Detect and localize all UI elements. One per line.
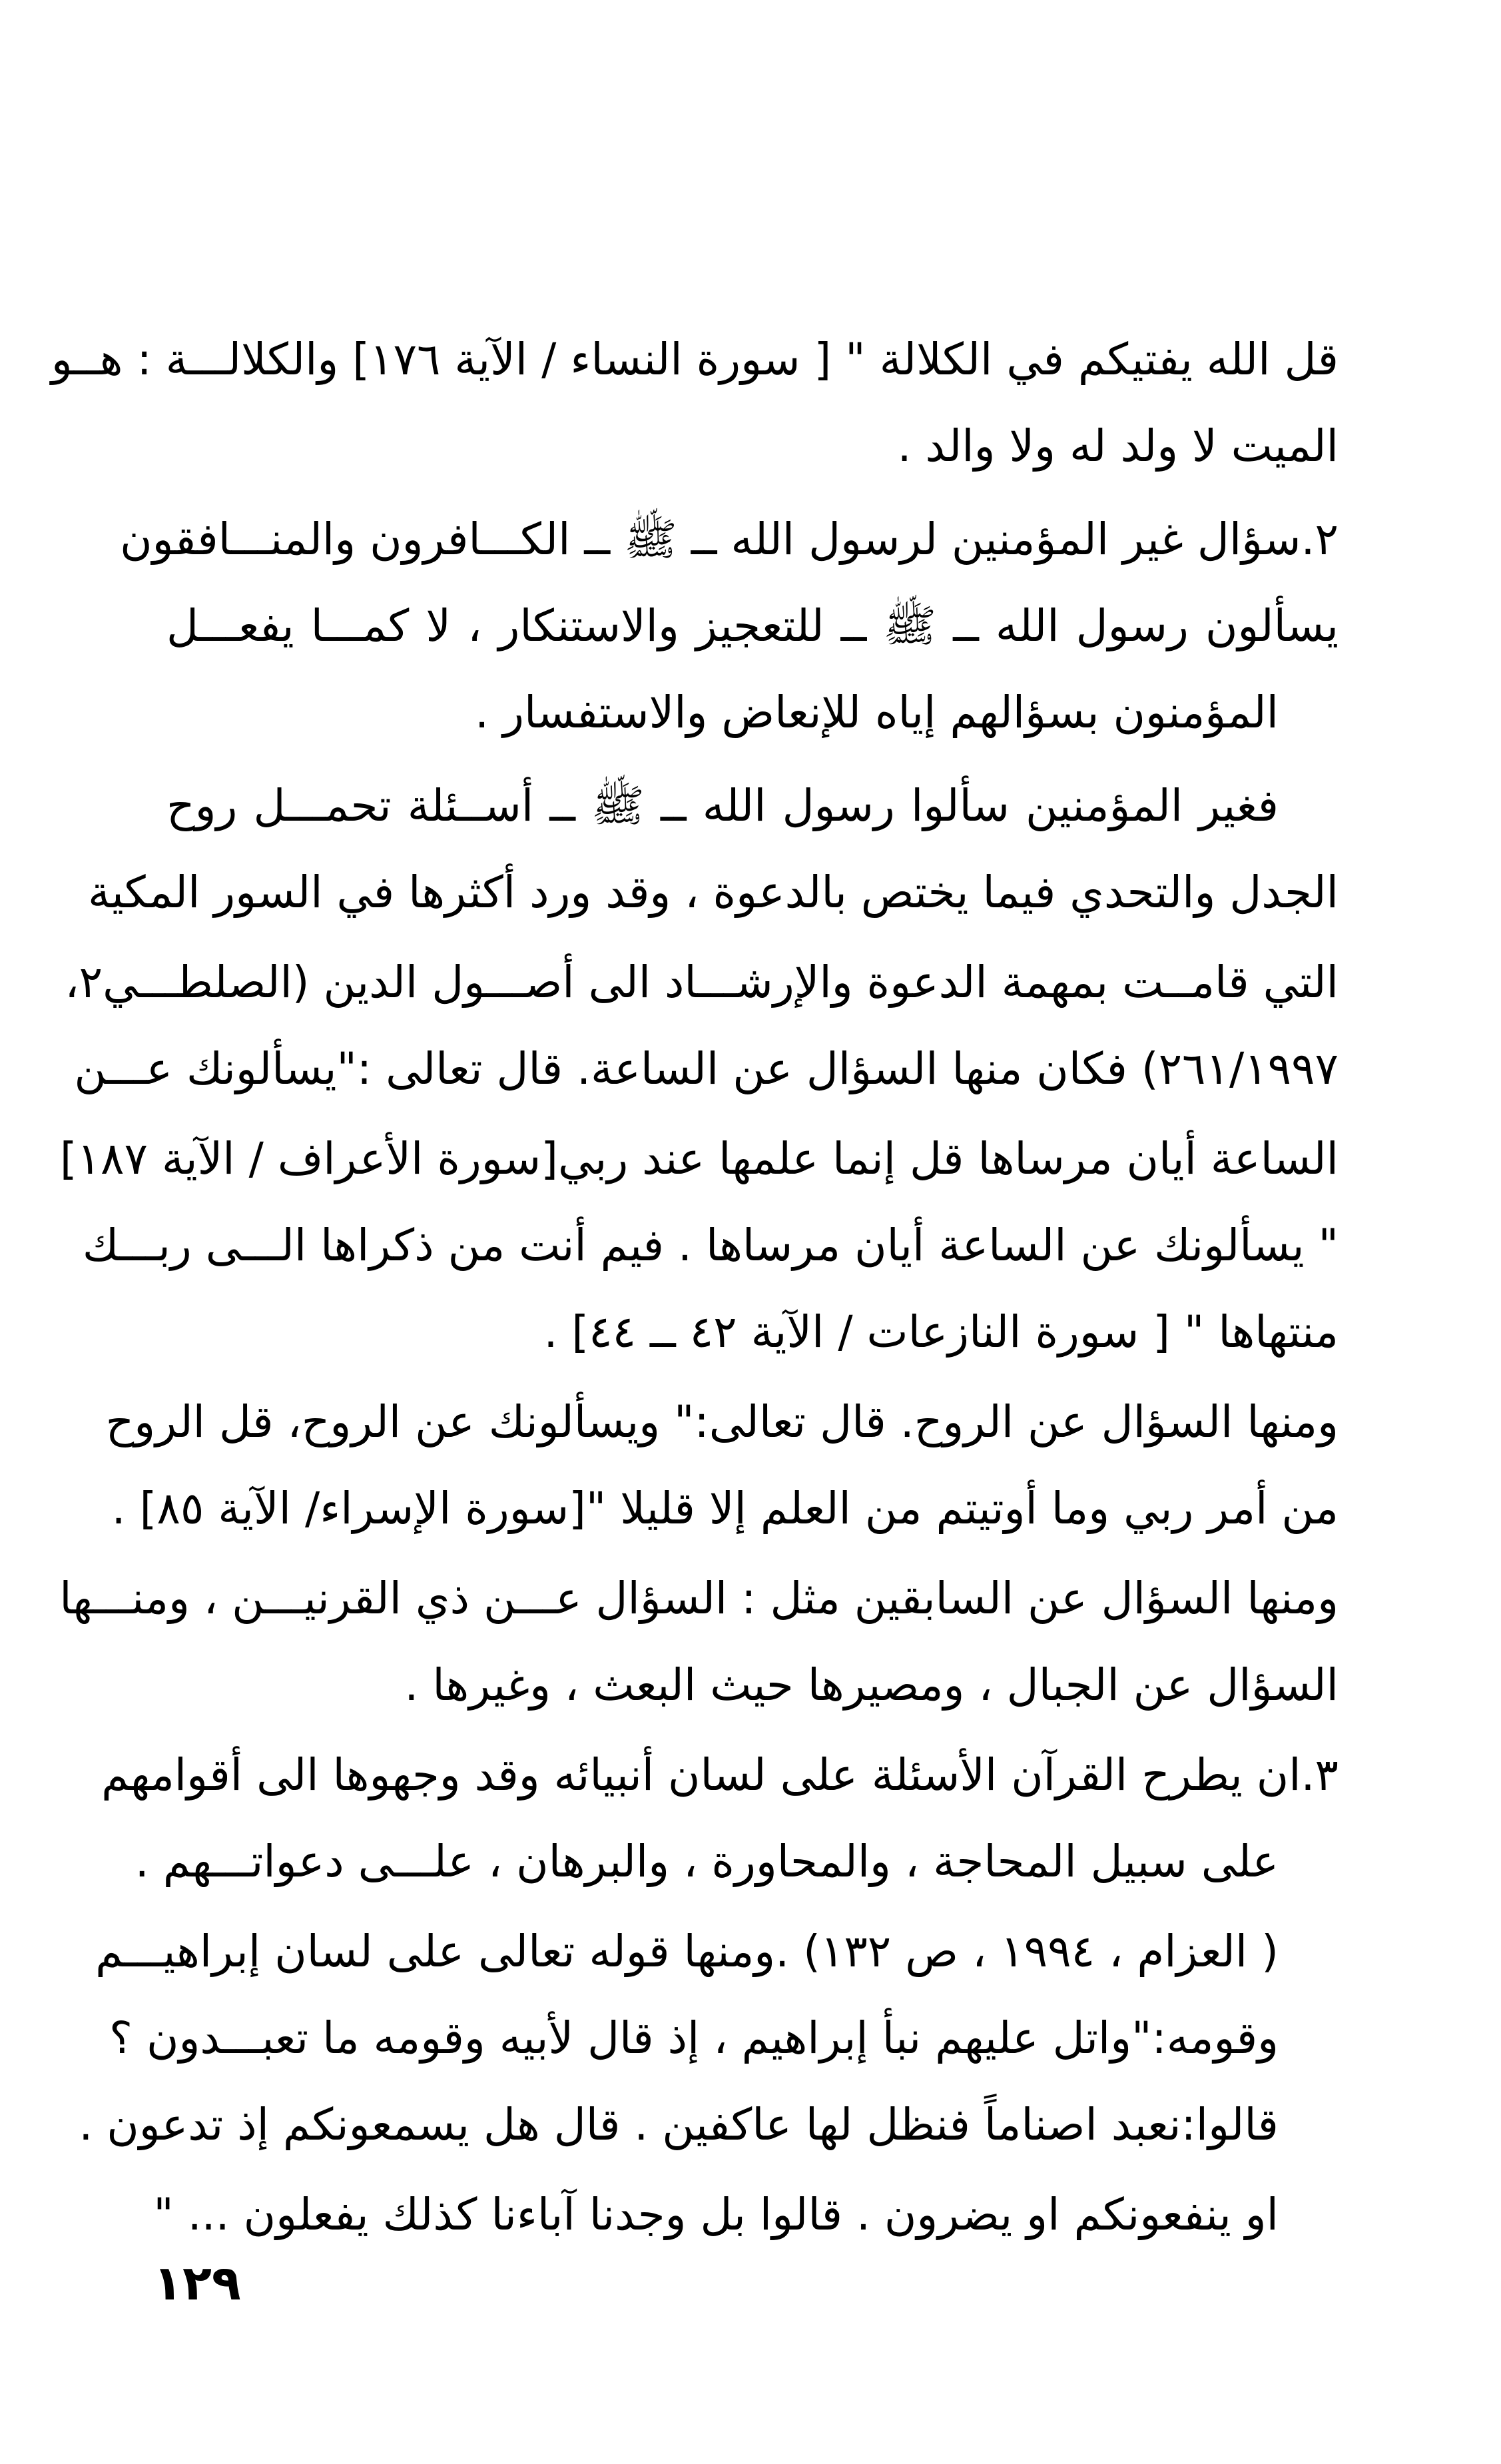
text-line: قالوا:نعبد اصناماً فنظل لها عاكفين . قال هل يسمعونكم إذ تدعون . <box>79 2099 1279 2150</box>
text-line: المؤمنون بسؤالهم إياه للإنعاض والاستفسار . <box>475 687 1279 738</box>
text-line: ومنها السؤال عن السابقين مثل : السؤال عـــن ذي القرنيـــن ، ومنـــها <box>59 1573 1339 1624</box>
text-line: ( العزام ، ١٩٩٤ ، ص ١٣٢) .ومنها قوله تعالى على لسان إبراهيـــم <box>95 1926 1279 1977</box>
text-line: الساعة أيان مرساها قل إنما علمها عند ربي[سورة الأعراف / الآية ١٨٧] <box>59 1133 1339 1184</box>
text-line: على سبيل المحاجة ، والمحاورة ، والبرهان ، علـــى دعواتـــهم . <box>135 1836 1279 1887</box>
text-line: من أمر ربي وما أوتيتم من العلم إلا قليلا "[سورة الإسراء/ الآية ٨٥] . <box>111 1483 1339 1534</box>
text-line: ومنها السؤال عن الروح. قال تعالى:" ويسألونك عن الروح، قل الروح <box>105 1396 1339 1447</box>
text-line: التي قامــت بمهمة الدعوة والإرشـــاد الى أصـــول الدين (الصلطـــي٢، <box>65 957 1339 1008</box>
text-line: او ينفعونكم او يضرون . قالوا بل وجدنا آباءنا كذلك يفعلون ... " <box>153 2189 1279 2240</box>
text-line: ٢.سؤال غير المؤمنين لرسول الله ــ ﷺ ــ الكـــافرون والمنـــافقون <box>120 514 1339 565</box>
document-page <box>51 313 1339 2245</box>
text-line: قل الله يفتيكم في الكلالة " [ سورة النساء / الآية ١٧٦] والكلالـــة : هــو <box>51 334 1339 385</box>
text-line: منتهاها " [ سورة النازعات / الآية ٤٢ ــ ٤٤] . <box>543 1306 1339 1358</box>
text-line: يسألون رسول الله ــ ﷺ ــ للتعجيز والاستنكار ، لا كمـــا يفعـــل <box>166 600 1339 651</box>
page-number: ١٢٩ <box>153 2255 241 2311</box>
text-line: الميت لا ولد له ولا والد . <box>897 420 1339 472</box>
text-line: السؤال عن الجبال ، ومصيرها حيث البعث ، وغيرها . <box>404 1659 1339 1711</box>
text-line: ٣.ان يطرح القرآن الأسئلة على لسان أنبيائه وقد وجهوها الى أقوامهم <box>101 1749 1339 1801</box>
text-line: فغير المؤمنين سألوا رسول الله ــ ﷺ ــ أســئلة تحمـــل روح <box>166 780 1279 831</box>
text-line: " يسألونك عن الساعة أيان مرساها . فيم أنت من ذكراها الـــى ربـــك <box>82 1220 1339 1271</box>
text-line: الجدل والتحدي فيما يختص بالدعوة ، وقد ورد أكثرها في السور المكية <box>87 867 1339 918</box>
text-line: ٢٦١/١٩٩٧) فكان منها السؤال عن الساعة. قال تعالى :"يسألونك عـــن <box>74 1043 1339 1094</box>
text-line: وقومه:"واتل عليهم نبأ إبراهيم ، إذ قال لأبيه وقومه ما تعبـــدون ؟ <box>109 2012 1279 2064</box>
